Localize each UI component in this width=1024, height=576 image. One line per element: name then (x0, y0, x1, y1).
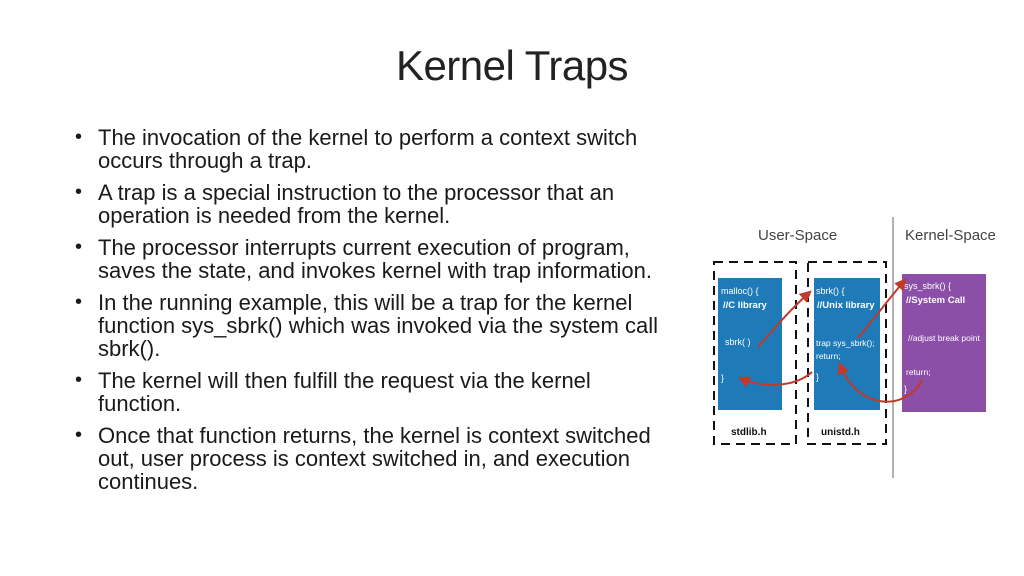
bullet-text: Once that function returns, the kernel is context switched out, user process is context switched in, and execution continues. (98, 423, 651, 494)
kernel-syscall-line: //System Call (906, 295, 966, 306)
c-library-line: malloc() { (721, 286, 759, 296)
unistd-file-label: unistd.h (821, 427, 860, 438)
kernel-syscall-line: return; (906, 367, 931, 377)
bullet-item (72, 236, 672, 282)
bullet-icon: • (75, 291, 83, 313)
bullet-item (72, 126, 672, 172)
unix-library-line: //Unix library (817, 300, 875, 311)
bullet-icon: • (75, 181, 83, 203)
bullet-item (72, 369, 672, 415)
kernel-syscall-line: //adjust break point (908, 333, 980, 343)
unix-library-line: sbrk() { (816, 286, 845, 296)
slide-title: Kernel Traps (395, 42, 629, 89)
trap-diagram (708, 212, 1008, 482)
kernel-syscall-line: } (904, 384, 908, 394)
bullet-text: The processor interrupts current execution of program, saves the state, and invokes kernel with trap information. (98, 235, 652, 283)
c-library-line: } (721, 373, 725, 383)
bullet-icon: • (75, 126, 83, 148)
bullet-text: The kernel will then fulfill the request via the kernel function. (98, 368, 591, 416)
bullet-icon: • (75, 369, 83, 391)
unix-library-line: } (816, 372, 820, 382)
bullet-text: A trap is a special instruction to the processor that an operation is needed from the kernel. (98, 180, 615, 228)
user-space-label: User-Space (758, 227, 838, 244)
c-library-line: //C library (723, 300, 767, 311)
bullet-item (72, 424, 672, 493)
bullet-text: In the running example, this will be a trap for the kernel function sys_sbrk() which was invoked via the system call sbrk(). (98, 290, 658, 361)
bullet-text: The invocation of the kernel to perform a context switch occurs through a trap. (98, 125, 638, 173)
c-library-line: sbrk( ) (725, 337, 751, 347)
stdlib-file-label: stdlib.h (731, 427, 767, 438)
bullet-icon: • (75, 236, 83, 258)
kernel-space-label: Kernel-Space (905, 227, 996, 244)
unix-library-line: return; (816, 351, 841, 361)
unix-library-line: trap sys_sbrk(); (816, 338, 875, 348)
bullet-item (72, 291, 672, 360)
kernel-syscall-line: sys_sbrk() { (904, 281, 952, 291)
bullet-item (72, 181, 672, 227)
bullet-icon: • (75, 424, 83, 446)
bullet-list (72, 126, 672, 502)
